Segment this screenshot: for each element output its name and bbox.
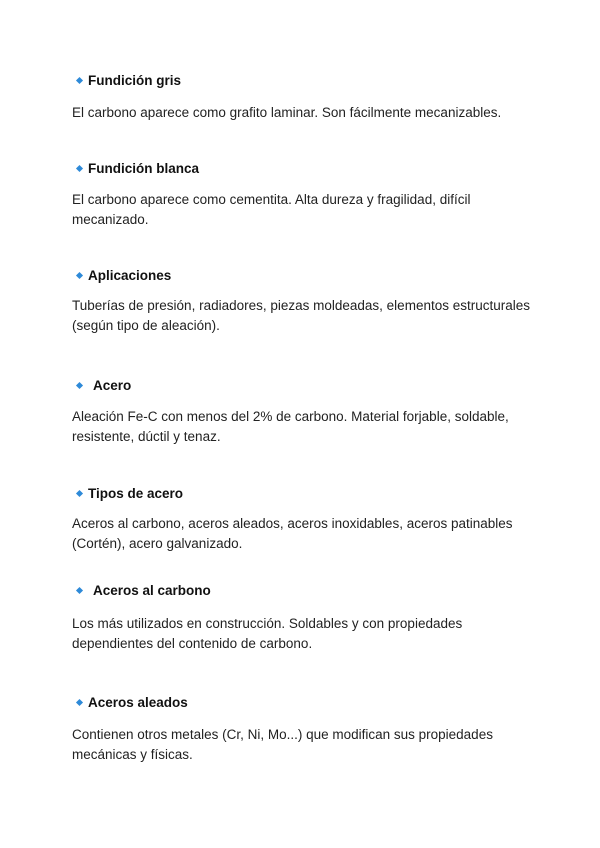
section-paragraph-aceros-al-carbono: Los más utilizados en construcción. Soldables y con propiedades dependientes del contenido de carbono. <box>72 616 463 651</box>
section-heading-tipos-de-acero <box>77 486 183 502</box>
heading-text: Acero <box>93 378 132 393</box>
section-heading-fundicion-blanca <box>77 161 199 177</box>
diamond-bullet-icon <box>76 165 83 172</box>
section-heading-aceros-al-carbono <box>77 583 211 599</box>
section-heading-aceros-aleados <box>77 695 188 711</box>
section-heading-aplicaciones <box>77 268 171 284</box>
diamond-bullet-icon <box>76 382 83 389</box>
section-paragraph-fundicion-blanca: El carbono aparece como cementita. Alta dureza y fragilidad, difícil mecanizado. <box>72 192 471 227</box>
diamond-bullet-icon <box>76 699 83 706</box>
section-paragraph-aplicaciones: Tuberías de presión, radiadores, piezas moldeadas, elementos estructurales (según tipo de aleación). <box>72 298 530 333</box>
heading-text: Aplicaciones <box>88 268 172 283</box>
section-paragraph-acero: Aleación Fe-C con menos del 2% de carbono. Material forjable, soldable, resistente, dúctil y tenaz. <box>72 409 509 444</box>
section-heading-acero <box>77 378 131 394</box>
diamond-bullet-icon <box>76 587 83 594</box>
section-heading-fundicion-gris <box>77 73 181 89</box>
heading-text: Fundición blanca <box>88 161 200 176</box>
heading-text: Tipos de acero <box>88 486 184 501</box>
section-paragraph-aceros-aleados: Contienen otros metales (Cr, Ni, Mo...) que modifican sus propiedades mecánicas y físicas. <box>72 727 493 762</box>
heading-text: Fundición gris <box>88 73 181 88</box>
diamond-bullet-icon <box>76 272 83 279</box>
diamond-bullet-icon <box>76 77 83 84</box>
section-paragraph-fundicion-gris: El carbono aparece como grafito laminar. Son fácilmente mecanizables. <box>72 105 502 120</box>
heading-text: Aceros aleados <box>88 695 188 710</box>
diamond-bullet-icon <box>76 490 83 497</box>
heading-text: Aceros al carbono <box>93 583 211 598</box>
section-paragraph-tipos-de-acero: Aceros al carbono, aceros aleados, aceros inoxidables, aceros patinables (Cortén), acero galvanizado. <box>72 516 513 551</box>
